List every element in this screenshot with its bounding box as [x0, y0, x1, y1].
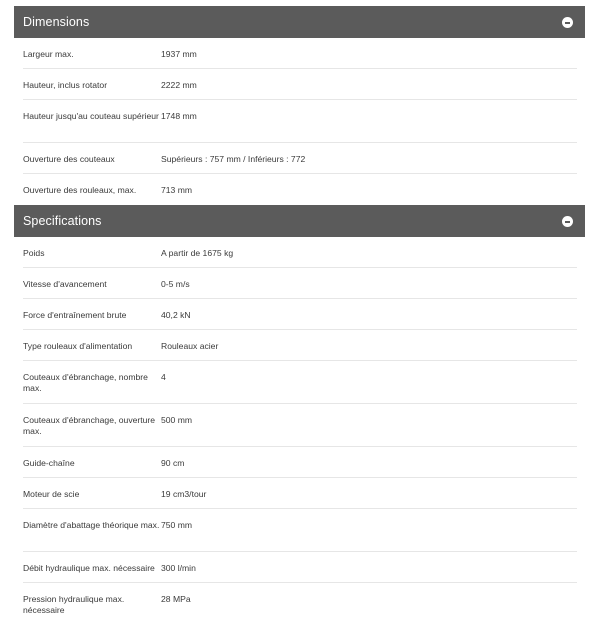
row-value: 0-5 m/s	[161, 279, 190, 289]
row-value: 500 mm	[161, 415, 193, 425]
row-value: 2222 mm	[161, 80, 197, 90]
table-row	[23, 361, 577, 404]
dimensions-table	[14, 38, 585, 205]
table-row	[23, 174, 577, 205]
row-value: 19 cm3/tour	[161, 489, 207, 499]
row-value: 28 MPa	[161, 594, 191, 604]
table-row	[23, 330, 577, 361]
row-value: Supérieurs : 757 mm / Inférieurs : 772	[161, 154, 306, 164]
specifications-section-header[interactable]	[14, 205, 585, 237]
table-row	[23, 509, 577, 552]
row-label: Poids	[23, 248, 45, 258]
row-label: Débit hydraulique max. nécessaire	[23, 563, 155, 573]
row-value: 300 l/min	[161, 563, 196, 573]
row-label: Couteaux d'ébranchage, nombre max.	[23, 372, 148, 393]
table-row	[23, 299, 577, 330]
row-label: Moteur de scie	[23, 489, 80, 499]
row-value: 40,2 kN	[161, 310, 191, 320]
dimensions-section-header[interactable]	[14, 6, 585, 38]
specifications-section-title: Specifications	[23, 214, 102, 228]
table-row	[23, 100, 577, 143]
row-value: 713 mm	[161, 185, 193, 195]
minus-circle-icon[interactable]	[562, 216, 573, 227]
row-value: Rouleaux acier	[161, 341, 219, 351]
table-row	[23, 447, 577, 478]
row-label: Vitesse d'avancement	[23, 279, 107, 289]
table-row	[23, 143, 577, 174]
row-label: Pression hydraulique max. nécessaire	[23, 594, 125, 615]
minus-circle-icon[interactable]	[562, 17, 573, 28]
row-label: Largeur max.	[23, 49, 74, 59]
table-row	[23, 404, 577, 447]
row-value: 1748 mm	[161, 111, 197, 121]
row-value: 90 cm	[161, 458, 185, 468]
dimensions-section-title: Dimensions	[23, 15, 90, 29]
row-value: A partir de 1675 kg	[161, 248, 234, 258]
row-value: 750 mm	[161, 520, 193, 530]
row-label: Diamètre d'abattage théorique max.	[23, 520, 160, 530]
table-row	[23, 69, 577, 100]
row-label: Hauteur jusqu'au couteau supérieur	[23, 111, 159, 121]
table-row	[23, 237, 577, 268]
row-label: Guide-chaîne	[23, 458, 75, 468]
row-label: Hauteur, inclus rotator	[23, 80, 108, 90]
table-row	[23, 552, 577, 583]
row-value: 1937 mm	[161, 49, 197, 59]
table-row	[23, 38, 577, 69]
row-label: Couteaux d'ébranchage, ouverture max.	[23, 415, 156, 436]
table-row	[23, 268, 577, 299]
table-row	[23, 478, 577, 509]
specifications-table	[14, 237, 585, 623]
row-label: Force d'entraînement brute	[23, 310, 127, 320]
row-label: Ouverture des couteaux	[23, 154, 115, 164]
spec-accordion	[14, 6, 585, 623]
row-label: Ouverture des rouleaux, max.	[23, 185, 137, 195]
table-row	[23, 583, 577, 623]
row-label: Type rouleaux d'alimentation	[23, 341, 133, 351]
row-value: 4	[161, 372, 166, 382]
